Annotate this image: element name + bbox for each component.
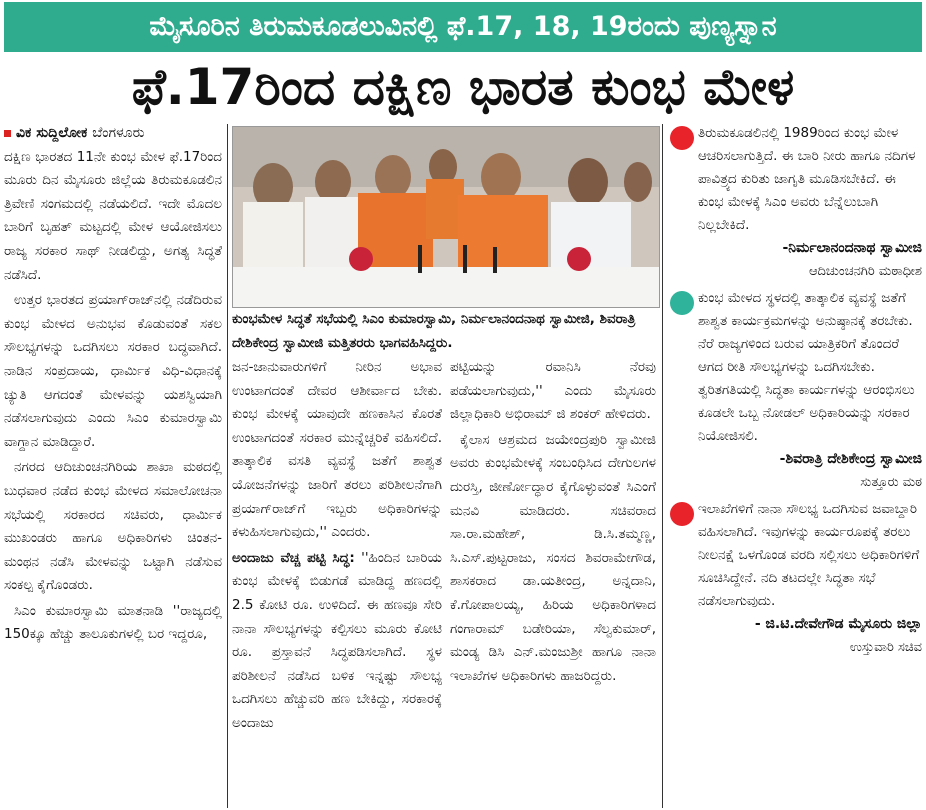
subheading: ಅಂದಾಜು ವೆಚ್ಚ ಪಟ್ಟಿ ಸಿದ್ಧ: bbox=[232, 549, 355, 566]
news-photo bbox=[232, 126, 660, 308]
kicker-banner: ಮೈಸೂರಿನ ತಿರುಮಕೂಡಲುವಿನಲ್ಲಿ ಫೆ.17, 18, 19ರಂದು ಪುಣ್ಯಸ್ನಾನ bbox=[4, 2, 922, 52]
body-paragraph: ನಗರದ ಆದಿಚುಂಚನಗಿರಿಯ ಶಾಖಾ ಮಠದಲ್ಲಿ ಬುಧವಾರ ನಡೆದ ಕುಂಭ ಮೇಳದ ಸಮಾಲೋಚನಾ ಸಭೆಯಲ್ಲಿ ಸರಕಾರದ ಸಚಿವರು, ಧಾರ್ಮಿಕ ಮುಖಂಡರು ಹಾಗೂ ಅಧಿಕಾರಿಗಳು ಚಿಂತನ-ಮಂಥನ ನಡೆಸಿ ಮೇಳವನ್ನು ಒಟ್ಟಾಗಿ ನಡೆಸುವ ಸಂಕಲ್ಪ ಕೈಗೊಂಡರು. bbox=[4, 459, 222, 594]
bullet-square-icon bbox=[4, 130, 11, 137]
quote-bullet-icon bbox=[670, 126, 694, 150]
quote-author: -ನಿರ್ಮಲಾನಂದನಾಥ ಸ್ವಾಮೀಜಿ bbox=[782, 240, 922, 256]
quote-box bbox=[668, 287, 922, 494]
quote-bullet-icon bbox=[670, 291, 694, 315]
body-paragraph: ಪಟ್ಟಿಯನ್ನು ರವಾನಿಸಿ ನೆರವು ಪಡೆಯಲಾಗುವುದು,'' ಎಂದು ಮೈಸೂರು ಜಿಲ್ಲಾಧಿಕಾರಿ ಅಭಿರಾಮ್ ಜಿ ಶಂಕರ್ ಹೇಳಿದರು. bbox=[450, 359, 656, 423]
photo-caption: ಕುಂಭಮೇಳ ಸಿದ್ಧತೆ ಸಭೆಯಲ್ಲಿ ಸಿಎಂ ಕುಮಾರಸ್ವಾಮಿ, ನಿರ್ಮಲಾನಂದನಾಥ ಸ್ವಾಮೀಜಿ, ಶಿವರಾತ್ರಿ ದೇಶಿಕೇಂದ್ರ ಸ್ವಾಮೀಜಿ ಮತ್ತಿತರರು ಭಾಗವಹಿಸಿದ್ದರು. bbox=[232, 311, 636, 351]
quote-box bbox=[668, 498, 922, 659]
column-3 bbox=[450, 356, 656, 808]
byline-source: ವಿಕ ಸುದ್ದಿಲೋಕ bbox=[16, 125, 88, 141]
meeting-photo-illustration bbox=[233, 127, 659, 307]
quote-author-role: ಸುತ್ತೂರು ಮಠ bbox=[860, 475, 922, 490]
column-divider bbox=[227, 124, 228, 808]
quote-author-role: ಆದಿಚುಂಚನಗಿರಿ ಮಠಾಧೀಶ bbox=[808, 264, 922, 279]
quote-bullet-icon bbox=[670, 502, 694, 526]
body-paragraph: ಜನ-ಜಾನುವಾರುಗಳಿಗೆ ನೀರಿನ ಅಭಾವ ಉಂಟಾಗದಂತೆ ದೇವರ ಆಶೀರ್ವಾದ ಬೇಕು. ಕುಂಭ ಮೇಳಕ್ಕೆ ಯಾವುದೇ ಹಣಕಾಸಿನ ಕೊರತೆ ಉಂಟಾಗದಂತೆ ಸರಕಾರ ಮುನ್ನೆಚ್ಚರಿಕೆ ವಹಿಸಲಿದೆ. ತಾತ್ಕಾಲಿಕ ವಸತಿ ವ್ಯವಸ್ಥೆ ಜತೆಗೆ ಶಾಶ್ವತ ಯೋಜನೆಗಳನ್ನು ಜಾರಿಗೆ ತರಲು ಪರಿಶೀಲನೆಗಾಗಿ ಪ್ರಯಾಗ್‌ರಾಜ್‌ಗೆ ಇಬ್ಬರು ಅಧಿಕಾರಿಗಳನ್ನು ಕಳುಹಿಸಲಾಗುವುದು,'' ಎಂದರು. bbox=[232, 359, 442, 541]
body-paragraph: ಉತ್ತರ ಭಾರತದ ಪ್ರಯಾಗ್‌ರಾಜ್‌ನಲ್ಲಿ ನಡೆದಿರುವ ಕುಂಭ ಮೇಳದ ಅನುಭವ ಕೊಡುವಂತೆ ಸಕಲ ಸೌಲಭ್ಯಗಳನ್ನು ಒದಗಿಸಲು ಸರಕಾರ ಬದ್ಧವಾಗಿದೆ. ನಾಡಿನ ಸಂಪ್ರದಾಯ, ಧಾರ್ಮಿಕ ವಿಧಿ-ವಿಧಾನಕ್ಕೆ ಚ್ಯುತಿ ಆಗದಂತೆ ಮೇಳವನ್ನು ಯಶಸ್ವಿಯಾಗಿ ನಡೆಸಲಾಗುವುದು ಎಂದು ಸಿಎಂ ಕುಮಾರಸ್ವಾಮಿ ವಾಗ್ದಾನ ಮಾಡಿದ್ದಾರೆ. bbox=[4, 292, 222, 450]
byline-place: ಬೆಂಗಳೂರು bbox=[92, 125, 145, 141]
body-paragraph: ದಕ್ಷಿಣ ಭಾರತದ 11ನೇ ಕುಂಭ ಮೇಳ ಫೆ.17ರಿಂದ ಮೂರು ದಿನ ಮೈಸೂರು ಜಿಲ್ಲೆಯ ತಿರುಮಕೂಡಲಿನ ತ್ರಿವೇಣಿ ಸಂಗಮದಲ್ಲಿ ನಡೆಯಲಿದೆ. ಇದೇ ಮೊದಲ ಬಾರಿಗೆ ಬೃಹತ್ ಮಟ್ಟದಲ್ಲಿ ಮೇಳ ಆಯೋಜಿಸಲು ರಾಜ್ಯ ಸರಕಾರ ಸಾಥ್ ನೀಡಲಿದ್ದು, ಅಗತ್ಯ ಸಿದ್ಧತೆ ನಡೆಸಿದೆ. bbox=[4, 148, 222, 283]
quote-author: - ಜಿ.ಟಿ.ದೇವೇಗೌಡ ಮೈಸೂರು ಜಿಲ್ಲಾ bbox=[754, 616, 922, 632]
column-2 bbox=[232, 356, 442, 808]
body-paragraph: ಸಿಎಂ ಕುಮಾರಸ್ವಾಮಿ ಮಾತನಾಡಿ ''ರಾಜ್ಯದಲ್ಲಿ 150ಕ್ಕೂ ಹೆಚ್ಚು ತಾಲೂಕುಗಳಲ್ಲಿ ಬರ ಇದ್ದರೂ, bbox=[4, 602, 222, 643]
quote-box bbox=[668, 122, 922, 283]
quote-text: ಕುಂಭ ಮೇಳದ ಸ್ಥಳದಲ್ಲಿ ತಾತ್ಕಾಲಿಕ ವ್ಯವಸ್ಥೆ ಜತೆಗೆ ಶಾಶ್ವತ ಕಾರ್ಯಕ್ರಮಗಳನ್ನು ಅನುಷ್ಠಾನಕ್ಕೆ ತರಬೇಕು. ನೆರೆ ರಾಜ್ಯಗಳಿಂದ ಬರುವ ಯಾತ್ರಿಕರಿಗೆ ತೊಂದರೆ ಆಗದ ರೀತಿ ಸೌಲಭ್ಯಗಳನ್ನು ಒದಗಿಸಬೇಕು. ತ್ವರಿತಗತಿಯಲ್ಲಿ ಸಿದ್ಧತಾ ಕಾರ್ಯಗಳನ್ನು ಆರಂಭಿಸಲು ಕೂಡಲೇ ಒಬ್ಬ ನೋಡಲ್ ಅಧಿಕಾರಿಯನ್ನು ಸರಕಾರ ನಿಯೋಜಿಸಲಿ. bbox=[698, 290, 915, 444]
column-divider bbox=[662, 124, 663, 808]
quote-text: ತಿರುಮಕೂಡಲಿನಲ್ಲಿ 1989ರಿಂದ ಕುಂಭ ಮೇಳ ಆಚರಿಸಲಾಗುತ್ತಿದೆ. ಈ ಬಾರಿ ನೀರು ಹಾಗೂ ನದಿಗಳ ಪಾವಿತ್ರ್ಯದ ಕುರಿತು ಜಾಗೃತಿ ಮೂಡಿಸಬೇಕಿದೆ. ಈ ಕುಂಭ ಮೇಳಕ್ಕೆ ಸಿಎಂ ಅವರು ಬೆನ್ನೆಲುಬಾಗಿ ನಿಲ್ಲಬೇಕಿದೆ. bbox=[698, 125, 916, 233]
quote-author-role: ಉಸ್ತುವಾರಿ ಸಚಿವ bbox=[849, 640, 922, 655]
column-1 bbox=[4, 122, 222, 808]
byline bbox=[4, 122, 222, 146]
body-paragraph: ಕೈಲಾಸ ಆಶ್ರಮದ ಜಯೇಂದ್ರಪುರಿ ಸ್ವಾಮೀಜಿ ಅವರು ಕುಂಭಮೇಳಕ್ಕೆ ಸಂಬಂಧಿಸಿದ ದೇಗುಲಗಳ ದುರಸ್ತಿ, ಜೀರ್ಣೋದ್ಧಾರ ಕೈಗೊಳ್ಳುವಂತೆ ಸಿಎಂಗೆ ಮನವಿ ಮಾಡಿದರು. ಸಚಿವರಾದ ಸಾ.ರಾ.ಮಹೇಶ್, ಡಿ.ಸಿ.ತಮ್ಮಣ್ಣ, ಸಿ.ಎಸ್.ಪುಟ್ಟರಾಜು, ಸಂಸದ ಶಿವರಾಮೇಗೌಡ, ಶಾಸಕರಾದ ಡಾ.ಯತೀಂದ್ರ, ಅನ್ನದಾನಿ, ಕೆ.ಗೋಪಾಲಯ್ಯ, ಹಿರಿಯ ಅಧಿಕಾರಿಗಳಾದ ಗಂಗಾರಾಮ್ ಬಡೇರಿಯಾ, ಸೆಲ್ವಕುಮಾರ್, ಮಂಡ್ಯ ಡಿಸಿ ಎನ್.ಮಂಜುಶ್ರೀ ಹಾಗೂ ನಾನಾ ಇಲಾಖೆಗಳ ಅಧಿಕಾರಿಗಳು ಹಾಜರಿದ್ದರು. bbox=[450, 431, 656, 684]
quotes-sidebar bbox=[668, 122, 922, 663]
quote-text: ಇಲಾಖೆಗಳಿಗೆ ನಾನಾ ಸೌಲಭ್ಯ ಒದಗಿಸುವ ಜವಾಬ್ದಾರಿ ವಹಿಸಲಾಗಿದೆ. ಇವುಗಳನ್ನು ಕಾರ್ಯರೂಪಕ್ಕೆ ತರಲು ನೀಲನಕ್ಷೆ ಒಳಗೊಂಡ ವರದಿ ಸಲ್ಲಿಸಲು ಅಧಿಕಾರಿಗಳಿಗೆ ಸೂಚಿಸಿದ್ದೇನೆ. ನದಿ ತಟದಲ್ಲೇ ಸಿದ್ಧತಾ ಸಭೆ ನಡೆಸಲಾಗುವುದು. bbox=[698, 501, 920, 609]
body-paragraph: ''ಹಿಂದಿನ ಬಾರಿಯ ಕುಂಭ ಮೇಳಕ್ಕೆ ಬಿಡುಗಡೆ ಮಾಡಿದ್ದ ಹಣದಲ್ಲಿ 2.5 ಕೋಟಿ ರೂ. ಉಳಿದಿದೆ. ಈ ಹಣವೂ ಸೇರಿ ನಾನಾ ಸೌಲಭ್ಯಗಳನ್ನು ಕಲ್ಪಿಸಲು ಮೂರು ಕೋಟಿ ರೂ. ಪ್ರಸ್ತಾವನೆ ಸಿದ್ಧಪಡಿಸಲಾಗಿದೆ. ಸ್ಥಳ ಪರಿಶೀಲನೆ ನಡೆಸಿದ ಬಳಿಕ ಇನ್ನಷ್ಟು ಸೌಲಭ್ಯ ಒದಗಿಸಲು ಹೆಚ್ಚುವರಿ ಹಣ ಬೇಕಿದ್ದು, ಸರಕಾರಕ್ಕೆ ಅಂದಾಜು bbox=[232, 549, 442, 731]
headline: ಫೆ.17ರಿಂದ ದಕ್ಷಿಣ ಭಾರತ ಕುಂಭ ಮೇಳ bbox=[131, 58, 795, 116]
quote-author: -ಶಿವರಾತ್ರಿ ದೇಶಿಕೇಂದ್ರ ಸ್ವಾಮೀಜಿ bbox=[779, 451, 922, 467]
